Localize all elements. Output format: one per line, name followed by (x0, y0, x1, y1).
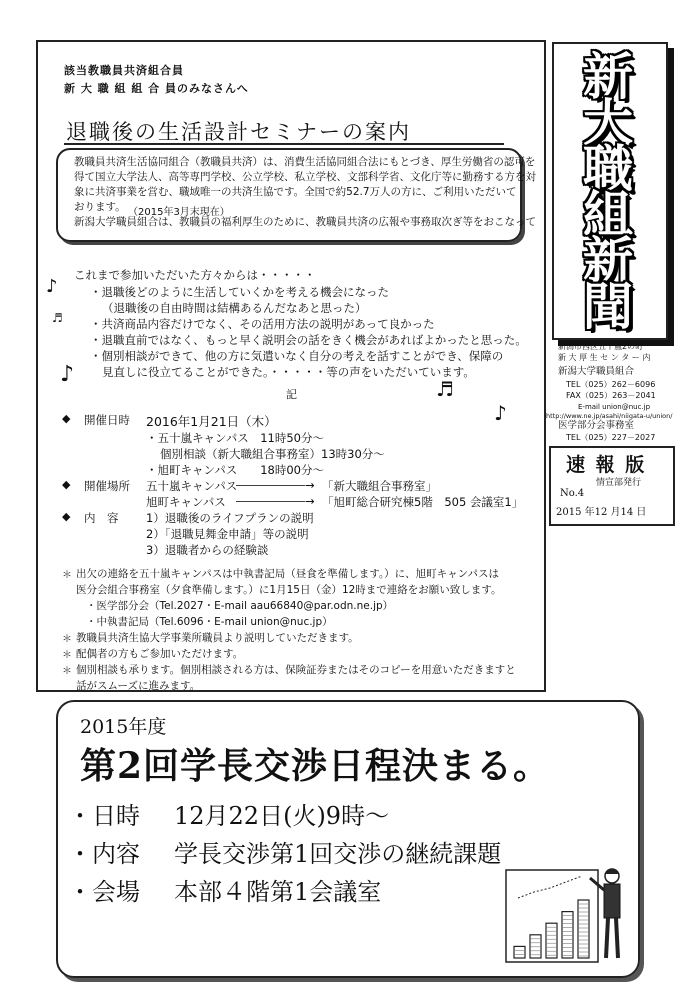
intro-line-5: 新潟大学職員組合は、教職員の福利厚生のために、教職員共済の広報や事務取次ぎ等をおこなって (74, 216, 536, 228)
masthead-char-6: 聞 (583, 277, 633, 336)
masthead-address: 新潟市西区五十嵐2の町 (558, 342, 644, 351)
masthead-org: 新潟大学職員組合 (558, 366, 635, 377)
feedback-item-3: ・共済商品内容だけでなく、その活用方法の説明があって良かった (90, 317, 435, 331)
presenter-body (604, 884, 620, 918)
feedback-item-2: （退職後の自由時間は結構あるんだなあと思った） (102, 301, 367, 315)
place-label: 開催場所 (84, 479, 130, 493)
masthead-branch: 医学部分会事務室 (558, 420, 635, 431)
masthead-char-2: 大 (583, 93, 633, 152)
masthead-url: http://www.ne.jp/asahi/niigata-u/union/ (546, 412, 673, 420)
presenter-hair (605, 869, 619, 874)
intro-line-4: おります。 (74, 201, 126, 213)
diamond-icon: ◆ (62, 510, 71, 523)
date-detail-3: ・旭町キャンパス 18時00分～ (146, 463, 324, 477)
presenter-leg-right (616, 918, 618, 958)
sokuho-label: 速 報 版 (566, 454, 647, 476)
note-line-1: 出欠の連絡を五十嵐キャンパスは中執書記局（昼食を準備します。）に、旭町キャンパスは (76, 568, 499, 580)
note-line-6: 配偶者の方もご参加いただけます。 (76, 648, 244, 660)
chart-bar (578, 900, 589, 958)
feedback-lead: これまで参加いただいた方々からは・・・・・ (74, 268, 316, 282)
diamond-icon: ◆ (62, 412, 71, 425)
issuer-label: 情宣部発行 (596, 478, 642, 488)
date-value: 2016年1月21日（木） (146, 414, 277, 429)
note-mark: ＊ (62, 570, 72, 581)
content-item-2: 2）「退職見舞金申請」等の説明 (146, 527, 309, 541)
masthead-address-2: 新 大 厚 生 セ ン タ ー 内 (558, 353, 651, 362)
diamond-icon: ◆ (62, 478, 71, 491)
note-line-7: 個別相談も承ります。個別相談される方は、保険証券またはそのコピーを用意いただきますと (76, 664, 516, 676)
feedback-item-5: ・個別相談ができて、他の方に気遣いなく自分の考えを話すことができ、保障の (90, 349, 504, 363)
issue-number: No.4 (560, 488, 585, 499)
music-note-icon: ♪ (60, 362, 75, 387)
content-item-3: 3）退職者からの経験談 (146, 543, 269, 557)
place-campus-1: 五十嵐キャンパス (146, 479, 238, 493)
notice-item-3-value: 本部４階第1会議室 (174, 878, 382, 906)
masthead-char-3: 職 (583, 139, 633, 198)
place-arrow-2: ――――――→ (236, 494, 315, 508)
notice-item-3-label: ・会場 (68, 878, 140, 906)
notice-item-2-label: ・内容 (68, 840, 140, 868)
presenter-leg-left (606, 918, 608, 958)
place-campus-2: 旭町キャンパス (146, 495, 226, 509)
feedback-item-4: ・退職直前ではなく、もっと早く説明会の話をきく機会があればよかったと思った。 (90, 333, 527, 347)
notice-item-1-label: ・日時 (68, 802, 140, 830)
title-underline (64, 143, 504, 145)
note-mark: ＊ (62, 634, 72, 645)
note-mark: ＊ (62, 650, 72, 661)
feedback-item-6: 見直しに役立てることができた。・・・・・等の声をいただいています。 (102, 365, 475, 379)
note-line-3: ・医学部分会（Tel.2027・E-mail aau66840@par.odn.ne.jp） (86, 600, 394, 612)
note-line-5: 教職員共済生協大学事業所職員より説明していただきます。 (76, 632, 359, 644)
note-line-4: ・中執書記局（Tel.6096・E-mail union@nuc.jp） (86, 616, 333, 628)
notice-item-1-value: 12月22日(火)9時～ (174, 802, 390, 830)
music-notes-icon: ♬ (436, 377, 454, 401)
masthead-fax: FAX（025）263－2041 (566, 391, 656, 400)
ki-label: 記 (286, 388, 297, 401)
intro-line-3: 象に共済事業を営む、職域唯一の共済生協です。全国で約52.7万人の方に、ご利用いただいて (74, 186, 517, 198)
presenter-chart-illustration (504, 858, 628, 968)
content-item-1: 1）退職後のライフプランの説明 (146, 511, 314, 525)
masthead-tel: TEL（025）262－6096 (566, 380, 656, 389)
music-note-icon: ♪ (46, 276, 58, 297)
note-mark: ＊ (62, 666, 72, 677)
feedback-item-1: ・退職後どのように生活していくかを考える機会になった (90, 285, 389, 299)
salutation-line-2: 新 大 職 組 組 合 員のみなさんへ (64, 82, 249, 95)
issue-date: 2015 年12 月14 日 (556, 507, 647, 518)
notice-item-2-value: 学長交渉第1回交渉の継続課題 (174, 840, 502, 868)
note-line-2: 医分会組合事務室（夕食準備します。）に1月15日（金）12時まで連絡をお願い致します。 (76, 584, 502, 596)
seminar-title: 退職後の生活設計セミナーの案内 (66, 120, 411, 144)
masthead-char-5: 新 (583, 231, 633, 290)
note-line-8: 話がスムーズに進みます。 (76, 680, 201, 692)
masthead-char-1: 新 (583, 47, 633, 106)
place-room-2: 「旭町総合研究棟5階 505 会議室1」 (322, 495, 524, 509)
masthead-branch-tel: TEL（025）227－2027 (566, 433, 656, 442)
music-note-icon: ♬ (52, 311, 63, 325)
salutation-line-1: 該当教職員共済組合員 (64, 64, 184, 77)
music-note-icon: ♪ (494, 401, 507, 425)
date-detail-2: 個別相談（新大職組合事務室）13時30分～ (160, 447, 385, 461)
place-arrow-1: ――――――→ (236, 478, 315, 492)
place-room-1: 「新大職組合事務室」 (322, 479, 437, 493)
date-label: 開催日時 (84, 413, 130, 427)
masthead-email: E-mail union@nuc.jp (578, 403, 651, 411)
intro-line-1: 教職員共済生活協同組合（教職員共済）は、消費生活協同組合法にもとづき、厚生労働省の認可を (74, 156, 536, 168)
chart-bar (514, 946, 525, 958)
masthead-char-4: 組 (583, 185, 633, 244)
date-detail-1: ・五十嵐キャンパス 11時50分～ (146, 431, 324, 445)
intro-date-note: （2015年3月末現在） (128, 207, 230, 218)
intro-line-2: 得て国立大学法人、高等専門学校、公立学校、私立学校、文部科学省、文化庁等に勤務する方を対 (74, 171, 536, 183)
content-label: 内 容 (84, 511, 119, 525)
chart-bar (546, 923, 557, 958)
chart-bar (562, 912, 573, 958)
notice-year: 2015年度 (80, 716, 167, 738)
notice-headline: 第2回学長交渉日程決まる。 (80, 745, 551, 787)
